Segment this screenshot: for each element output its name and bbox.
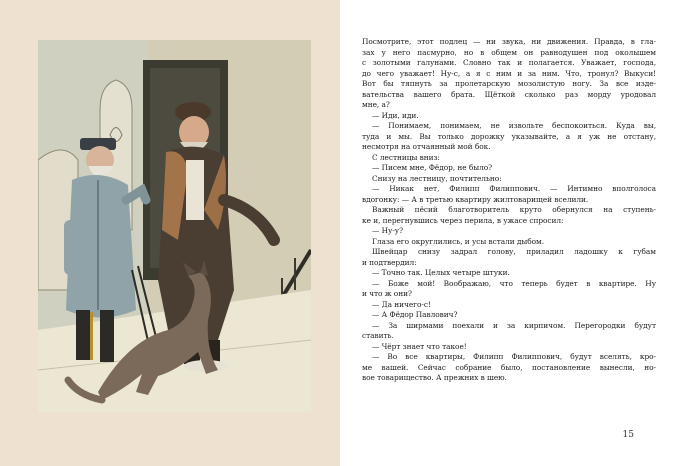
text-line: — Точно так. Целых четыре штуки. <box>372 268 510 277</box>
text-line: Глаза его округлились, и усы встали дыбом. <box>372 236 545 246</box>
text-line: Важный пёсий благотворитель круто обернулся на ступень- <box>372 205 656 214</box>
text-line: — Да ничего-с! <box>372 299 431 309</box>
doorman-arm <box>64 220 80 275</box>
text-line: — За ширмами поехали и за кирпичом. Перегородки будут <box>372 320 656 330</box>
text-line: С лестницы вниз: <box>372 152 440 162</box>
text-line: Вот бы тяпнуть за пролетарскую мозолистую ногу. За все изде- <box>362 79 656 88</box>
right-page <box>340 0 680 466</box>
text-line: — Боже мой! Воображаю, что теперь будет в квартире. Ну <box>372 278 656 288</box>
text-line: несмотря на отчаянный мой бок. <box>362 142 491 151</box>
text-line: вое товарищество. А прежних в шею. <box>362 373 507 382</box>
text-line: — Во все квартиры, Филипп Филиппович, будут вселять, кро- <box>372 352 656 361</box>
text-line: Посмотрите, этот подлец — ни звука, ни движения. Правда, в гла- <box>362 37 656 46</box>
text-line: ме вашей. Сейчас собрание было, постановление вынесли, но- <box>362 362 656 372</box>
body-text <box>362 37 656 384</box>
text-line: мне, а? <box>362 100 390 109</box>
illustration <box>38 40 311 412</box>
doorman-leg-right <box>100 310 114 362</box>
text-line: Швейцар снизу задрал голову, приладил ладошку к губам <box>372 247 656 256</box>
doorman-leg-left <box>76 310 90 360</box>
text-line: Снизу на лестницу, почтительно: <box>372 173 502 183</box>
text-line: — Понимаем, понимаем, не извольте беспокоиться. Куда вы, <box>372 121 656 130</box>
page-number: 15 <box>622 430 634 440</box>
text-line: — Иди, иди. <box>372 110 419 120</box>
text-line: вательства вашего брата. Щёткой сколько раз морду уродовал <box>362 89 656 99</box>
text-line: и что ж они? <box>362 289 412 298</box>
text-line: ставить. <box>362 331 394 340</box>
text-line: — Ну-у? <box>372 226 403 235</box>
text-line: и подтвердил: <box>362 257 417 267</box>
text-line: — Никак нет, Филипп Филиппович. — Интимно вполголоса <box>372 184 656 193</box>
text-line: ке и, перегнувшись через перила, в ужасе спросил: <box>362 215 564 225</box>
text-line: с золотыми галунами. Словно так и полагается. Уважает, господа, <box>362 58 656 67</box>
text-line: — А Фёдор Павлович? <box>372 310 458 319</box>
professor-shirt <box>186 160 204 220</box>
doorman-stripe <box>90 312 93 360</box>
text-line: туда и мы. Вы только дорожку указывайте, а я уж не отстану, <box>362 131 656 141</box>
text-line: — Чёрт знает что такое! <box>372 341 467 351</box>
illustration-scene <box>38 40 311 412</box>
text-line: — Писем мне, Фёдор, не было? <box>372 163 493 172</box>
text-line: до чего уважает! Ну-с, а я с ним и за ним. Что, тронул? Выкуси! <box>362 68 656 78</box>
text-line: зах у него пасмурно, но в общем он равнодушен под околышем <box>362 47 656 57</box>
text-line: вдогонку: — А в третью квартиру жилтоварищей вселили. <box>362 194 589 204</box>
